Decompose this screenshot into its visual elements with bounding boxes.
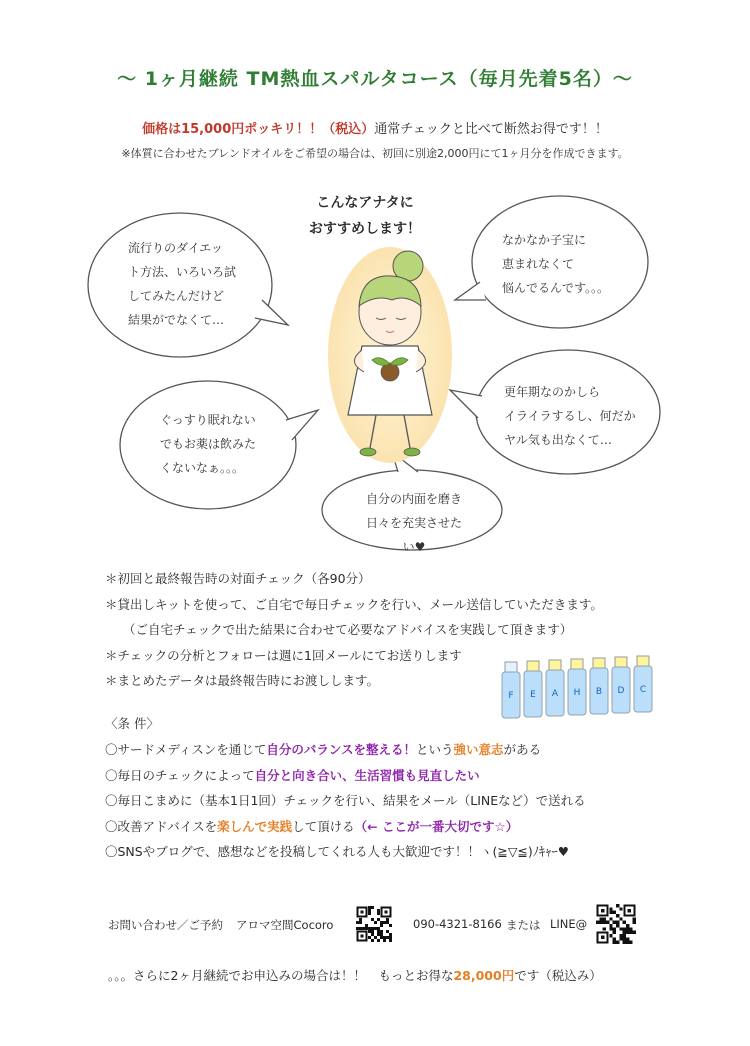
footer-offer (108, 966, 602, 984)
bubble-line: 悩んでるんです。。。 (502, 281, 610, 295)
line-id: LINE@ (550, 917, 588, 931)
bottle-label: A (551, 689, 559, 699)
bottle-cap (505, 662, 517, 672)
condition-emphasis: 強い意志 (453, 742, 504, 757)
price-highlight: 価格は15,000円ポッキリ！！（税込） (142, 122, 375, 137)
bubble-line: くないなぁ。。。 (160, 461, 245, 475)
list-item: ＊まとめたデータは最終報告時にお渡しします。 (105, 673, 380, 688)
condition-text: して頂ける (292, 818, 355, 834)
recommend-heading (290, 190, 440, 242)
bottle-label: D (617, 686, 625, 696)
condition-item (105, 788, 586, 814)
condition-text: という (416, 742, 454, 757)
contact-label: お問い合わせ／ご予約 (108, 918, 223, 932)
bottle-label: B (595, 687, 603, 697)
bubble-line: ヤル気も出なくて… (504, 433, 612, 447)
conditions-heading: 〈条 件〉 (105, 716, 159, 731)
price-rest: 通常チェックと比べて断然お得です！！ (374, 122, 608, 137)
girl-with-seedling-illustration (328, 247, 452, 463)
condition-text: がある (503, 742, 542, 757)
condition-item (105, 814, 586, 840)
condition-emphasis: （← ここが一番大切です☆） (354, 818, 519, 834)
bubble-line: 結果がでなくて… (128, 313, 225, 327)
conditions-list (105, 737, 586, 865)
bubble-line: イライラするし、何だか (504, 409, 636, 423)
bubble-text-fertility (502, 228, 609, 300)
contact-or: または (506, 918, 541, 932)
bottle-cap (615, 657, 627, 667)
bubble-line: なかなか子宝に (502, 233, 587, 247)
list-item: ＊初回と最終報告時の対面チェック（各90分） (105, 571, 371, 586)
bubble-line: 恵まれなくて (502, 257, 575, 271)
bubble-text-menopause (504, 380, 636, 452)
bottle-cap (593, 658, 605, 668)
condition-item (105, 839, 586, 865)
recommend-line-1: こんなアナタに (316, 195, 414, 211)
condition-emphasis: 楽しんで実践 (217, 818, 293, 834)
condition-emphasis: 自分のバランスを整える！ (266, 742, 417, 757)
test-kit-bottles-illustration (494, 652, 664, 724)
bubble-line: 更年期なのかしら (504, 385, 601, 399)
list-item: （ご自宅チェックで出た結果に合わせて必要なアドバイスを実践して頂きます） (123, 622, 573, 637)
qr-code-line[interactable] (596, 904, 636, 944)
bubble-text-self (362, 487, 466, 559)
shop-name: アロマ空間Cocoro (236, 918, 334, 932)
condition-item (105, 763, 586, 789)
bubble-line: でもお薬は飲みた (160, 437, 257, 451)
list-item: ＊チェックの分析とフォローは週に1回メールにてお送りします (105, 647, 462, 663)
condition-text: 〇改善アドバイスを (105, 818, 218, 834)
bubble-text-diet (128, 236, 236, 332)
page-title: ～ 1ヶ月継続 TM熱血スパルタコース（毎月先着5名）～ (117, 68, 633, 90)
condition-text: 〇SNSやブログで、感想などを投稿してくれる人も大歓迎です！！ヽ(≧▽≦)ﾉｷｬｰ♥ (105, 844, 569, 859)
bottle-label: C (639, 685, 647, 695)
recommend-line-2: おすすめします！ (308, 221, 422, 237)
bottle-cap (571, 659, 583, 669)
condition-emphasis: 自分と向き合い、生活習慣も見直したい (254, 767, 480, 783)
bubble-line: ぐっすり眠れない (160, 413, 256, 427)
bottle-cap (549, 660, 561, 670)
qr-code-phone[interactable] (356, 906, 392, 942)
footer-text: 。。。さらに2ヶ月継続でお申込みの場合は！！ もっとお得な (108, 968, 454, 983)
condition-item (105, 737, 586, 763)
bottle-label: H (573, 688, 581, 698)
bubble-line: してみたんだけど (128, 289, 225, 303)
condition-text: 〇毎日こまめに（基本1日1回）チェックを行い、結果をメール（LINEなど）で送れる (105, 793, 586, 808)
blend-oil-note: ※体質に合わせたブレンドオイルをご希望の場合は、初回に別途2,000円にて1ヶ月分を作成できます。 (121, 147, 629, 160)
bottle-label: F (508, 691, 514, 701)
bubble-line: ト方法、いろいろ試 (128, 265, 237, 279)
bubble-line: 自分の内面を磨き (365, 492, 462, 506)
condition-text: 〇毎日のチェックによって (105, 767, 255, 783)
bubble-text-sleep (160, 408, 256, 480)
bottle-cap (527, 661, 539, 671)
bottle-cap (637, 656, 649, 666)
phone-number: 090-4321-8166 (413, 917, 502, 931)
footer-text: です（税込み） (514, 968, 602, 983)
condition-text: 〇サードメディスンを通じて (105, 742, 267, 757)
list-item: ＊貸出しキットを使って、ご自宅で毎日チェックを行い、メール送信していただきます。 (105, 596, 603, 612)
bottle-label: E (530, 690, 536, 700)
footer-price: 28,000円 (453, 968, 515, 983)
bubble-line: 日々を充実させたい♥ (365, 516, 462, 554)
bubble-line: 流行りのダイエッ (128, 241, 224, 255)
